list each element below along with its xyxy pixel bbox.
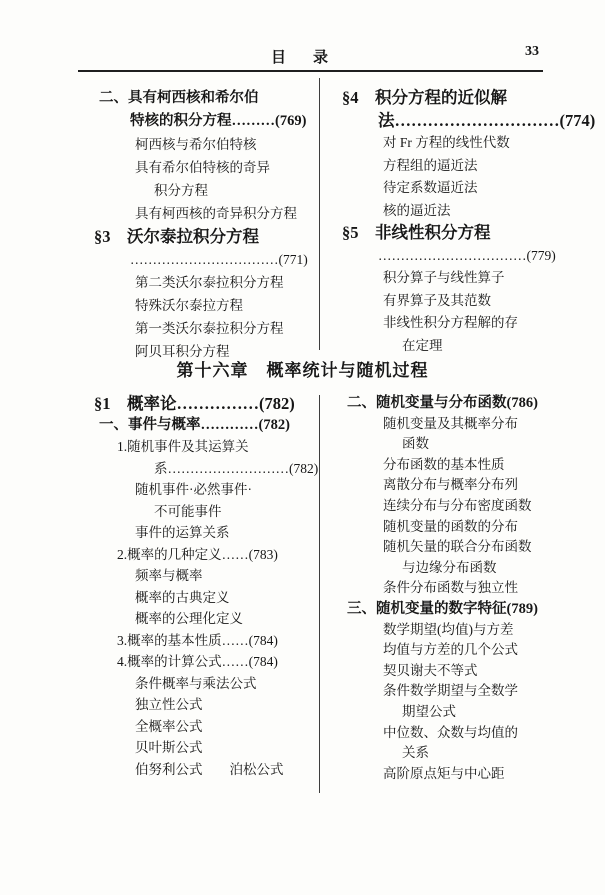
toc-line: 数学期望(均值)与方差 [383,621,514,637]
toc-line: 伯努利公式 泊松公式 [135,761,284,777]
toc-line: 一、事件与概率…………(782) [99,416,290,433]
toc-line: 贝叶斯公式 [135,740,203,755]
toc-line: §4 积分方程的近似解 [342,88,507,107]
toc-line: 条件数学期望与全数学 [383,683,518,699]
toc-line: 系………………………(782) [154,460,319,476]
toc-line: 二、具有柯西核和希尔伯 [99,90,259,106]
toc-line: 特殊沃尔泰拉方程 [135,298,243,313]
toc-line: 均值与方差的几个公式 [383,642,518,658]
toc-line: ……………………………(771) [130,252,308,267]
toc-line: 第二类沃尔泰拉积分方程 [135,275,284,290]
toc-line: 独立性公式 [135,697,203,712]
toc-line: 函数 [402,436,429,452]
toc-line: 概率的公理化定义 [135,611,243,626]
toc-line: 在定理 [402,337,443,353]
toc-line: 具有希尔伯特核的奇异 [135,160,270,175]
toc-column-bottom-left [84,393,324,780]
page-header-title: 目 录 [270,50,334,66]
toc-line: ……………………………(779) [378,247,556,263]
toc-line: 随机变量的函数的分布 [383,518,518,534]
toc-line: 对 Fr 方程的线性代数 [383,135,510,150]
toc-line: 事件的运算关系 [135,525,230,540]
toc-line: 具有柯西核的奇异积分方程 [135,206,297,221]
toc-line: §5 非线性积分方程 [342,223,491,242]
toc-line: 连续分布与分布密度函数 [383,497,532,513]
toc-line: 二、随机变量与分布函数(786) [347,395,538,411]
toc-line: 柯西核与希尔伯特核 [135,137,257,152]
toc-line: 分布函数的基本性质 [383,456,505,472]
toc-line: 契贝谢夫不等式 [383,662,478,678]
toc-line: 随机矢量的联合分布函数 [383,539,532,555]
toc-line: 三、随机变量的数字特征(789) [347,600,538,617]
toc-line: §3 沃尔泰拉积分方程 [94,227,259,246]
page-number: 33 [525,44,539,59]
toc-line: 阿贝耳积分方程 [135,344,230,359]
toc-line: 第一类沃尔泰拉积分方程 [135,321,284,336]
toc-column-top-right [332,87,596,357]
toc-line: 4.概率的计算公式……(784) [117,654,278,669]
toc-line: 方程组的逼近法 [383,157,478,173]
toc-column-bottom-right [332,393,572,784]
toc-line: 关系 [402,745,429,761]
toc-line: 离散分布与概率分布列 [383,477,518,493]
toc-line: 与边缘分布函数 [402,559,497,575]
toc-line: 有界算子及其范数 [383,292,491,308]
toc-line: 核的逼近法 [383,202,451,218]
toc-line: 概率的古典定义 [135,589,230,605]
toc-line: 条件分布函数与独立性 [383,580,518,596]
chapter-heading: 第十六章 概率统计与随机过程 [176,361,429,380]
toc-line: 积分方程 [154,183,208,198]
toc-line: 积分算子与线性算子 [383,270,505,285]
toc-line: 频率与概率 [135,568,203,583]
toc-line: §1 概率论……………(782) [94,394,295,413]
toc-line: 2.概率的几种定义……(783) [117,546,278,562]
toc-column-top-left [84,87,324,363]
toc-line: 条件概率与乘法公式 [135,675,257,691]
toc-line: 随机事件·必然事件· [135,482,252,497]
toc-line: 非线性积分方程解的存 [383,315,518,330]
toc-line: 期望公式 [402,703,456,719]
header-rule [78,70,543,72]
toc-line: 法…………………………(774) [378,110,596,130]
toc-line: 3.概率的基本性质……(784) [117,632,278,648]
toc-line: 不可能事件 [154,503,222,519]
toc-line: 待定系数逼近法 [383,180,478,195]
toc-line: 全概率公式 [135,718,203,734]
toc-line: 中位数、众数与均值的 [383,724,518,740]
toc-line: 高阶原点矩与中心距 [383,765,505,781]
toc-line: 1.随机事件及其运算关 [117,439,249,454]
toc-line: 随机变量及其概率分布 [383,415,518,431]
toc-line: 特核的积分方程………(769) [130,113,307,129]
